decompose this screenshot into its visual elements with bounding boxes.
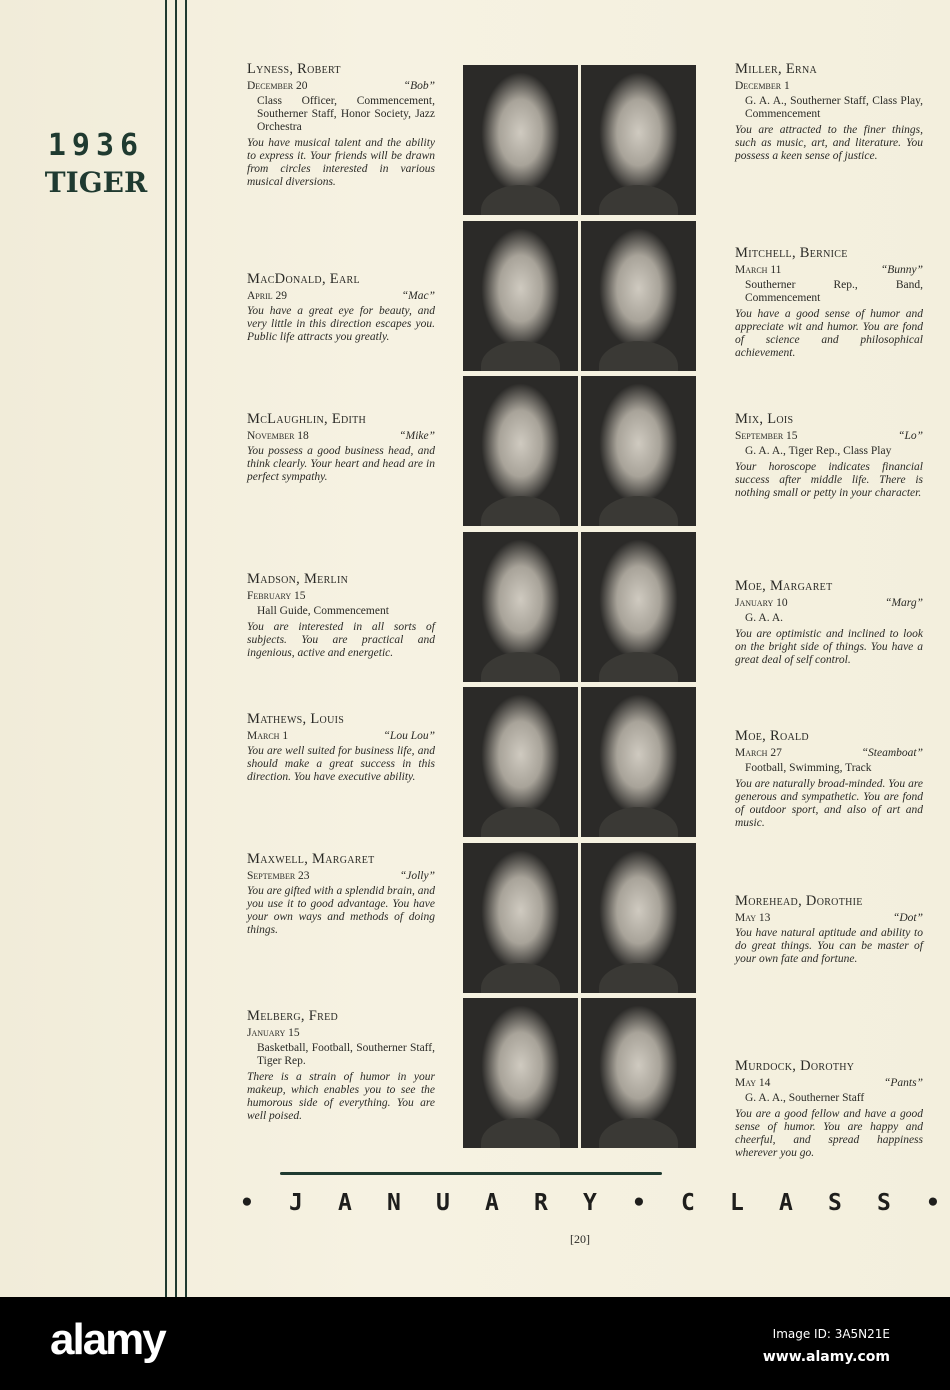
alamy-logo: alamy <box>50 1315 165 1364</box>
footer-letter: L <box>730 1190 744 1216</box>
student-entry <box>247 413 435 484</box>
student-entry <box>735 413 923 500</box>
birthday-row <box>247 590 435 603</box>
birthday-row <box>735 912 923 925</box>
activities: Basketball, Football, Southerner Staff, Tiger Rep. <box>257 1042 435 1067</box>
nickname: “Mac” <box>401 290 435 302</box>
student-portrait <box>581 221 696 371</box>
birth-date: November 18 <box>247 430 309 442</box>
footer-rule <box>280 1172 662 1175</box>
footer-letter: J <box>289 1190 303 1216</box>
footer-letter: A <box>485 1190 499 1216</box>
activities: G. A. A., Southerner Staff, Class Play, Commencement <box>745 95 923 120</box>
horoscope-description: You are optimistic and inclined to look on the bright side of things. You have a great deal of self control. <box>735 628 923 666</box>
horoscope-description: You are gifted with a splendid brain, and you use it to good advantage. You have your own ways and methods of doing things. <box>247 885 435 936</box>
student-name: Murdock, Dorothy <box>735 1058 855 1074</box>
student-entry <box>735 63 923 163</box>
student-name: Madson, Merlin <box>247 571 349 587</box>
birth-date: March 27 <box>735 747 782 759</box>
horoscope-description: You are well suited for business life, and should make a great success in this direction. You have executive ability. <box>247 745 435 783</box>
birth-date: December 1 <box>735 80 790 92</box>
activities: Football, Swimming, Track <box>745 762 872 774</box>
margin-rule <box>185 0 187 1297</box>
horoscope-description: You are naturally broad-minded. You are generous and sympathetic. You are fond of outdoor sport, and also of art and music. <box>735 778 923 829</box>
student-portrait <box>581 532 696 682</box>
watermark-url: www.alamy.com <box>762 1349 890 1365</box>
birthday-row <box>735 1077 923 1090</box>
footer-letter: S <box>828 1190 842 1216</box>
nickname: “Marg” <box>885 597 923 609</box>
image-id: Image ID: 3A5N21E <box>772 1327 890 1341</box>
horoscope-description: You are a good fellow and have a good sense of humor. You are happy and cheerful, and spread happiness wherever you go. <box>735 1108 923 1159</box>
student-entry <box>735 247 923 360</box>
section-title <box>240 1190 940 1216</box>
birth-date: September 15 <box>735 430 798 442</box>
birth-date: May 13 <box>735 912 771 924</box>
student-entry <box>247 63 435 189</box>
birth-date: March 1 <box>247 730 289 742</box>
birthday-row <box>247 430 435 443</box>
nickname: “Lo” <box>898 430 923 442</box>
birthday-row <box>735 264 923 277</box>
horoscope-description: There is a strain of humor in your makeup, which enables you to see the humorous side of everything. You are well poised. <box>247 1071 435 1122</box>
horoscope-description: Your horoscope indicates financial success after middle life. There is nothing small or petty in your character. <box>735 461 923 499</box>
nickname: “Steamboat” <box>861 747 923 759</box>
student-portrait <box>581 65 696 215</box>
nickname: “Bob” <box>403 80 435 92</box>
student-portrait <box>463 998 578 1148</box>
birthday-row <box>247 290 435 303</box>
birth-date: January 10 <box>735 597 788 609</box>
student-portrait <box>581 843 696 993</box>
footer-letter: C <box>681 1190 695 1216</box>
yearbook-year: 1936 <box>47 128 145 163</box>
student-entry <box>247 1010 435 1123</box>
birthday-row <box>247 730 435 743</box>
activities: G. A. A., Tiger Rep., Class Play <box>745 445 892 457</box>
yearbook-title: TIGER <box>44 166 148 199</box>
birthday-row <box>247 870 435 883</box>
student-name: McLaughlin, Edith <box>247 411 367 427</box>
student-name: Morehead, Dorothie <box>735 893 863 909</box>
student-entry <box>735 1060 923 1160</box>
student-name: Mathews, Louis <box>247 711 345 727</box>
horoscope-description: You possess a good business head, and think clearly. Your heart and head are in perfect sympathy. <box>247 445 435 483</box>
birthday-row <box>735 597 923 610</box>
activities: Hall Guide, Commencement <box>257 605 389 617</box>
nickname: “Lou Lou” <box>383 730 435 742</box>
watermark-bar <box>0 1297 950 1390</box>
student-name: Maxwell, Margaret <box>247 851 375 867</box>
birthday-row <box>735 747 923 760</box>
birth-date: February 15 <box>247 590 306 602</box>
nickname: “Dot” <box>892 912 923 924</box>
student-name: Mitchell, Bernice <box>735 245 848 261</box>
birthday-row <box>735 430 923 443</box>
footer-letter: A <box>338 1190 352 1216</box>
birthday-row <box>247 80 435 93</box>
student-name: Lyness, Robert <box>247 61 341 77</box>
student-name: Mix, Lois <box>735 411 794 427</box>
birth-date: January 15 <box>247 1027 300 1039</box>
student-entry <box>735 730 923 830</box>
activities: Class Officer, Commencement, Southerner Staff, Honor Society, Jazz Orchestra <box>257 95 435 133</box>
student-portrait <box>463 843 578 993</box>
horoscope-description: You have musical talent and the ability to express it. Your friends will be drawn from circles interested in various musical diversions. <box>247 137 435 188</box>
birth-date: September 23 <box>247 870 310 882</box>
student-entry <box>247 713 435 784</box>
student-entry <box>735 580 923 667</box>
student-entry <box>247 573 435 660</box>
student-portrait <box>581 687 696 837</box>
nickname: “Pants” <box>884 1077 923 1089</box>
footer-letter: U <box>436 1190 450 1216</box>
birthday-row <box>735 80 923 93</box>
footer-letter: S <box>877 1190 891 1216</box>
birth-date: March 11 <box>735 264 782 276</box>
nickname: “Mike” <box>399 430 435 442</box>
student-entry <box>247 273 435 344</box>
footer-letter: N <box>387 1190 401 1216</box>
student-name: Miller, Erna <box>735 61 818 77</box>
activities: G. A. A. <box>745 612 784 624</box>
student-portrait <box>463 221 578 371</box>
student-name: MacDonald, Earl <box>247 271 360 287</box>
footer-letter: • <box>926 1190 940 1216</box>
student-portrait <box>463 532 578 682</box>
horoscope-description: You have a good sense of humor and appreciate wit and humor. You are fond of science and philosophical achievement. <box>735 308 923 359</box>
footer-letter: • <box>632 1190 646 1216</box>
margin-rule <box>165 0 167 1297</box>
page-number: [20] <box>570 1232 590 1246</box>
student-name: Moe, Roald <box>735 728 809 744</box>
margin-rule <box>175 0 177 1297</box>
student-portrait <box>581 376 696 526</box>
birth-date: December 20 <box>247 80 308 92</box>
student-portrait <box>463 376 578 526</box>
footer-letter: • <box>240 1190 254 1216</box>
activities: Southerner Rep., Band, Commencement <box>745 279 923 304</box>
student-entry <box>735 895 923 966</box>
student-portrait <box>463 65 578 215</box>
horoscope-description: You have natural aptitude and ability to do great things. You can be master of your own fate and fortune. <box>735 927 923 965</box>
student-entry <box>247 853 435 937</box>
birth-date: May 14 <box>735 1077 771 1089</box>
activities: G. A. A., Southerner Staff <box>745 1092 865 1104</box>
student-portrait <box>581 998 696 1148</box>
nickname: “Jolly” <box>399 870 435 882</box>
horoscope-description: You are interested in all sorts of subjects. You are practical and ingenious, active and energetic. <box>247 621 435 659</box>
footer-letter: Y <box>583 1190 597 1216</box>
nickname: “Bunny” <box>880 264 923 276</box>
horoscope-description: You have a great eye for beauty, and very little in this direction escapes you. Public life attracts you greatly. <box>247 305 435 343</box>
footer-letter: R <box>534 1190 548 1216</box>
footer-letter: A <box>779 1190 793 1216</box>
student-name: Moe, Margaret <box>735 578 833 594</box>
student-name: Melberg, Fred <box>247 1008 338 1024</box>
birthday-row <box>247 1027 435 1040</box>
birth-date: April 29 <box>247 290 288 302</box>
student-portrait <box>463 687 578 837</box>
horoscope-description: You are attracted to the finer things, such as music, art, and literature. You possess a keen sense of justice. <box>735 124 923 162</box>
